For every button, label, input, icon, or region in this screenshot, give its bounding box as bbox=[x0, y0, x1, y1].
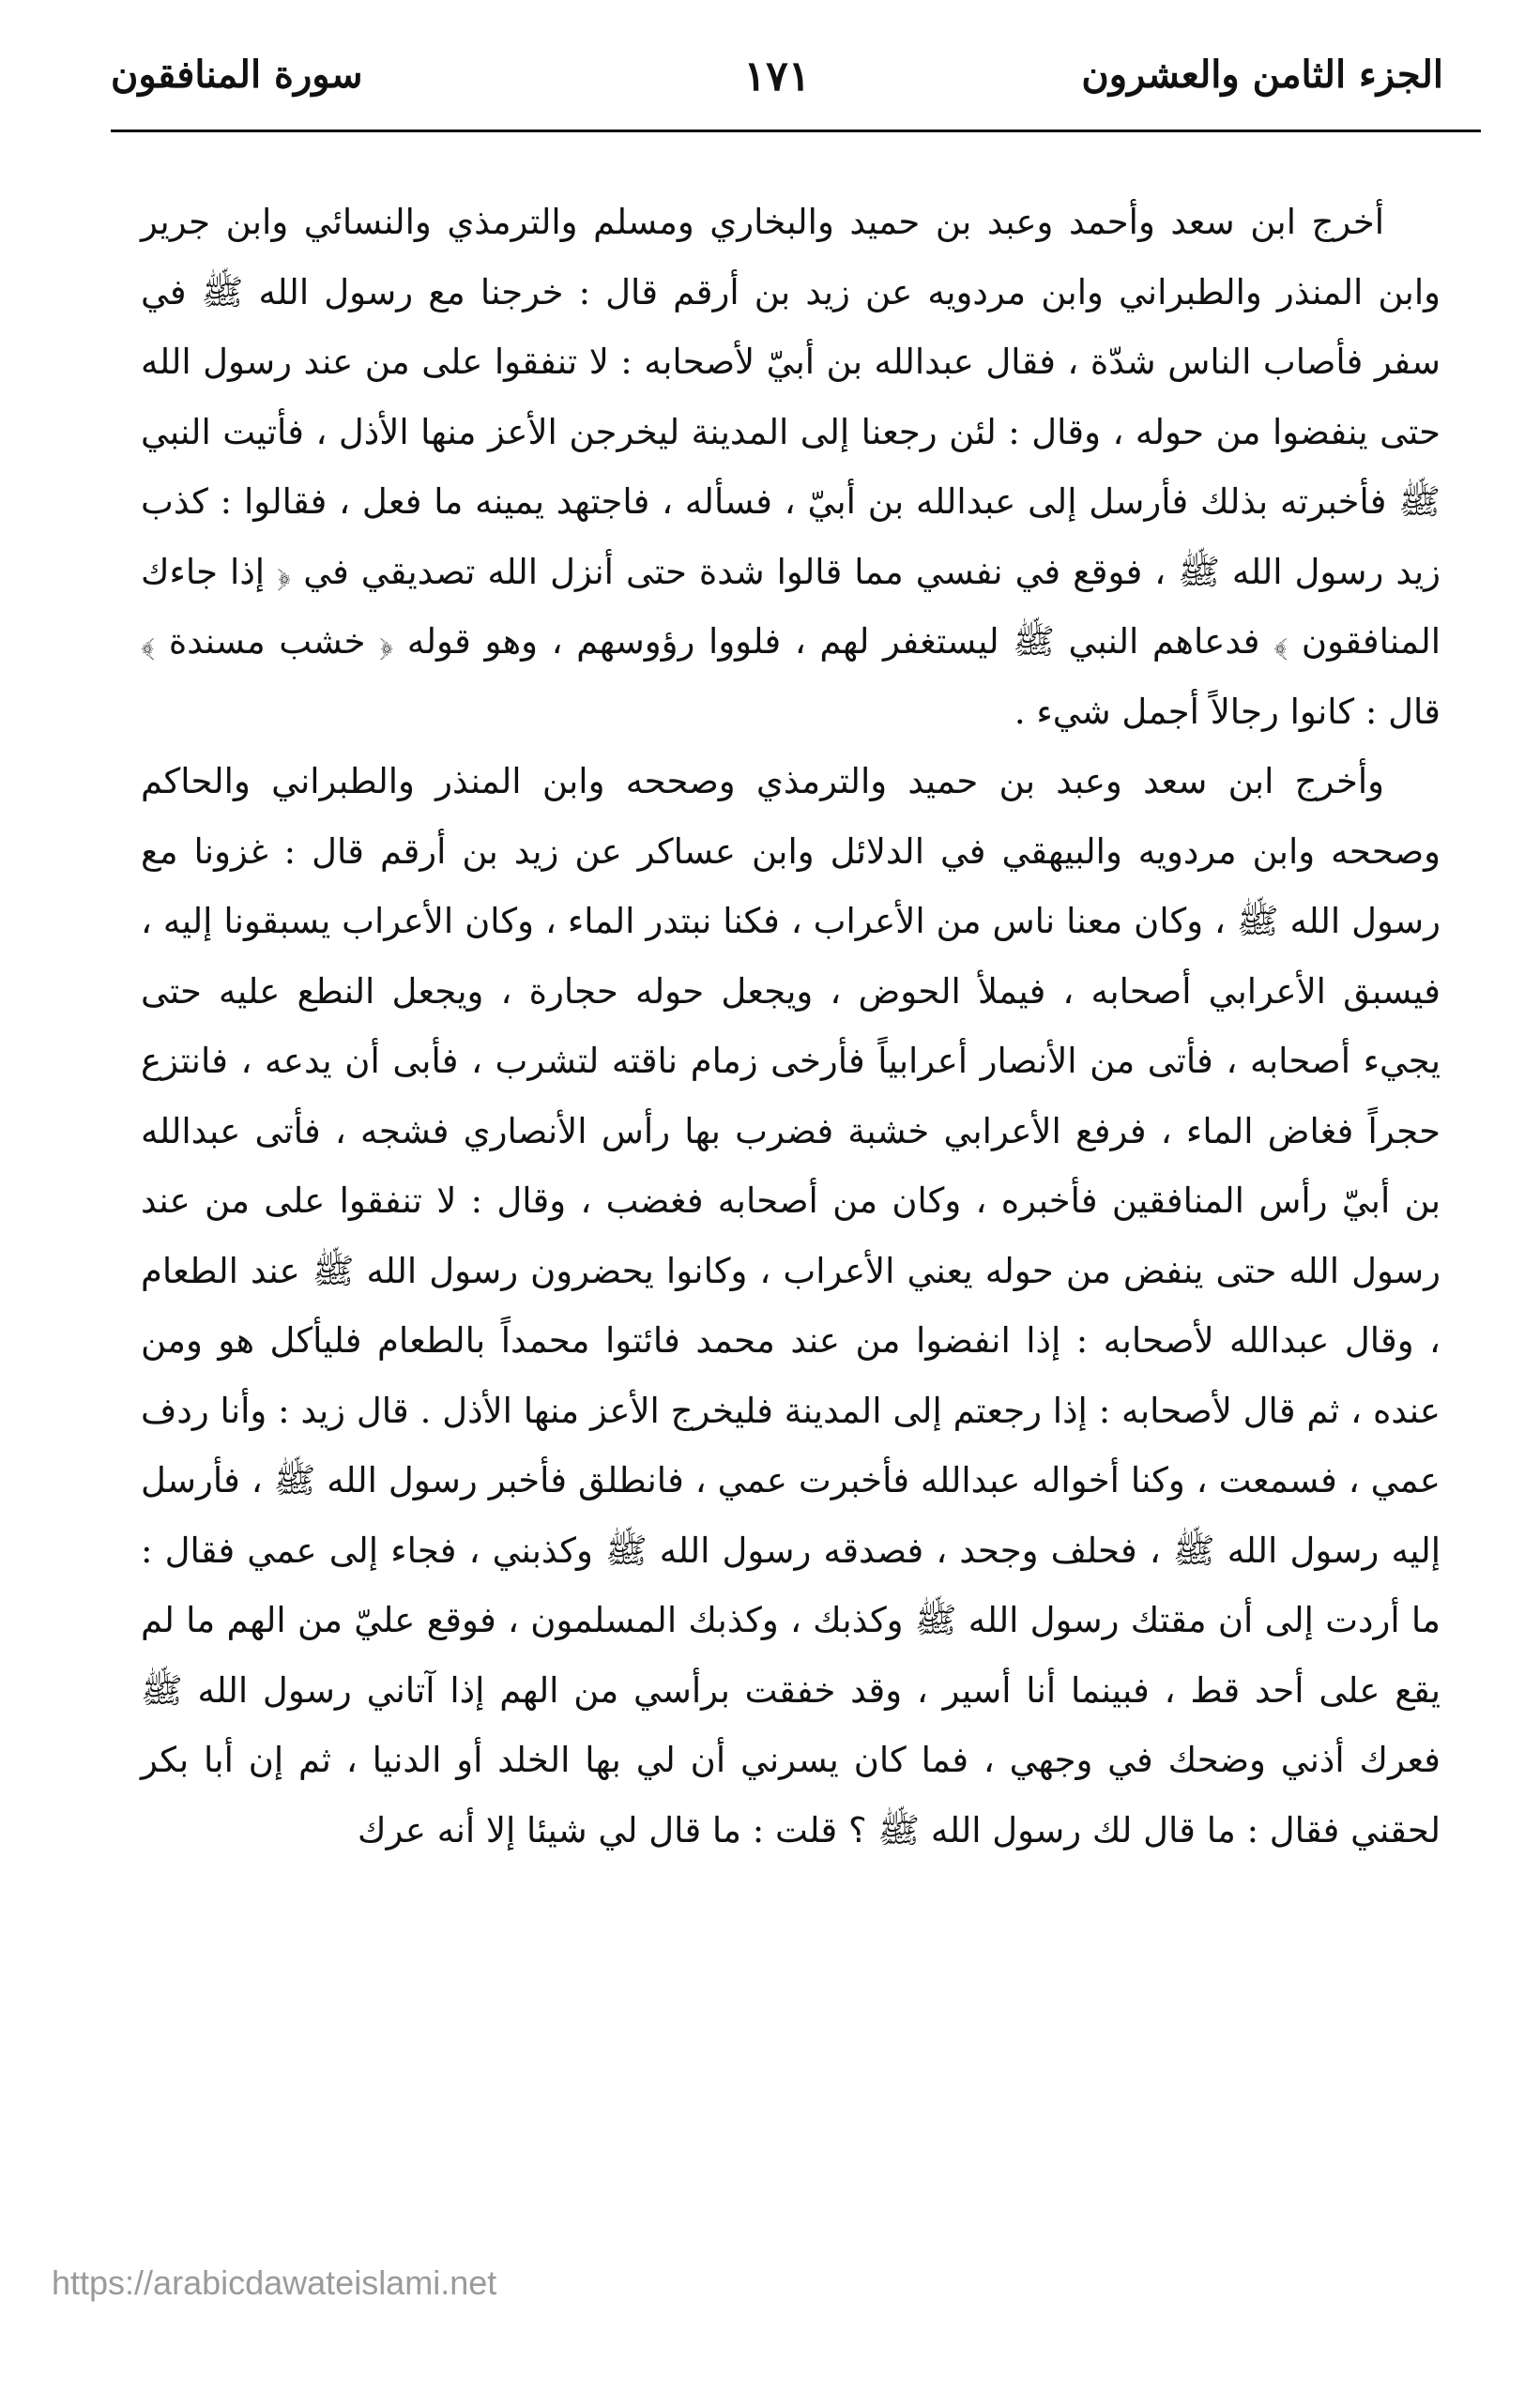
part-title: الجزء الثامن والعشرون bbox=[1081, 53, 1443, 97]
page-header bbox=[111, 45, 1443, 129]
header-divider bbox=[111, 129, 1481, 132]
page-number: ١٧١ bbox=[743, 53, 811, 100]
paragraph: أخرج ابن سعد وأحمد وعبد بن حميد والبخاري ومسلم والترمذي والنسائي وابن جرير وابن المنذر والطبراني وابن مردويه عن زيد بن أرقم قال : خرجنا مع رسول الله ﷺ في سفر فأصاب الناس شدّة ، فقال عبدالله بن أبيّ لأصحابه : لا تنفقوا على من عند رسول الله حتى ينفضوا من حوله ، وقال : لئن رجعنا إلى المدينة ليخرجن الأعز منها الأذل ، فأتيت النبي ﷺ فأخبرته بذلك فأرسل إلى عبدالله بن أبيّ ، فسأله ، فاجتهد يمينه ما فعل ، فقالوا : كذب زيد رسول الله ﷺ ، فوقع في نفسي مما قالوا شدة حتى أنزل الله تصديقي في ﴿ إذا جاءك المنافقون ﴾ فدعاهم النبي ﷺ ليستغفر لهم ، فلووا رؤوسهم ، وهو قوله ﴿ خشب مسندة ﴾ قال : كانوا رجالاً أجمل شيء . bbox=[141, 202, 1441, 732]
watermark-url: https://arabicdawateislami.net bbox=[52, 2263, 497, 2302]
body-text bbox=[141, 188, 1441, 1866]
paragraph: وأخرج ابن سعد وعبد بن حميد والترمذي وصححه وابن المنذر والطبراني والحاكم وصححه وابن مردويه والبيهقي في الدلائل وابن عساكر عن زيد بن أرقم قال : غزونا مع رسول الله ﷺ ، وكان معنا ناس من الأعراب ، فكنا نبتدر الماء ، وكان الأعراب يسبقونا إليه ، فيسبق الأعرابي أصحابه ، فيملأ الحوض ، ويجعل حوله حجارة ، ويجعل النطع عليه حتى يجيء أصحابه ، فأتى من الأنصار أعرابياً فأرخى زمام ناقته لتشرب ، فأبى أن يدعه ، فانتزع حجراً فغاض الماء ، فرفع الأعرابي خشبة فضرب بها رأس الأنصاري فشجه ، فأتى عبدالله بن أبيّ رأس المنافقين فأخبره ، وكان من أصحابه فغضب ، وقال : لا تنفقوا على من عند رسول الله حتى ينفض من حوله يعني الأعراب ، وكانوا يحضرون رسول الله ﷺ عند الطعام ، وقال عبدالله لأصحابه : إذا انفضوا من عند محمد فائتوا محمداً بالطعام فليأكل هو ومن عنده ، ثم قال لأصحابه : إذا رجعتم إلى المدينة فليخرج الأعز منها الأذل . قال زيد : وأنا ردف عمي ، فسمعت ، وكنا أخواله عبدالله فأخبرت عمي ، فانطلق فأخبر رسول الله ﷺ ، فأرسل إليه رسول الله ﷺ ، فحلف وجحد ، فصدقه رسول الله ﷺ وكذبني ، فجاء إلى عمي فقال : ما أردت إلى أن مقتك رسول الله ﷺ وكذبك ، وكذبك المسلمون ، فوقع عليّ من الهم ما لم يقع على أحد قط ، فبينما أنا أسير ، وقد خفقت برأسي من الهم إذا آتاني رسول الله ﷺ فعرك أذني وضحك في وجهي ، فما كان يسرني أن لي بها الخلد أو الدنيا ، ثم إن أبا بكر لحقني فقال : ما قال لك رسول الله ﷺ ؟ قلت : ما قال لي شيئا إلا أنه عرك bbox=[141, 761, 1441, 1850]
surah-title: سورة المنافقون bbox=[111, 53, 363, 97]
